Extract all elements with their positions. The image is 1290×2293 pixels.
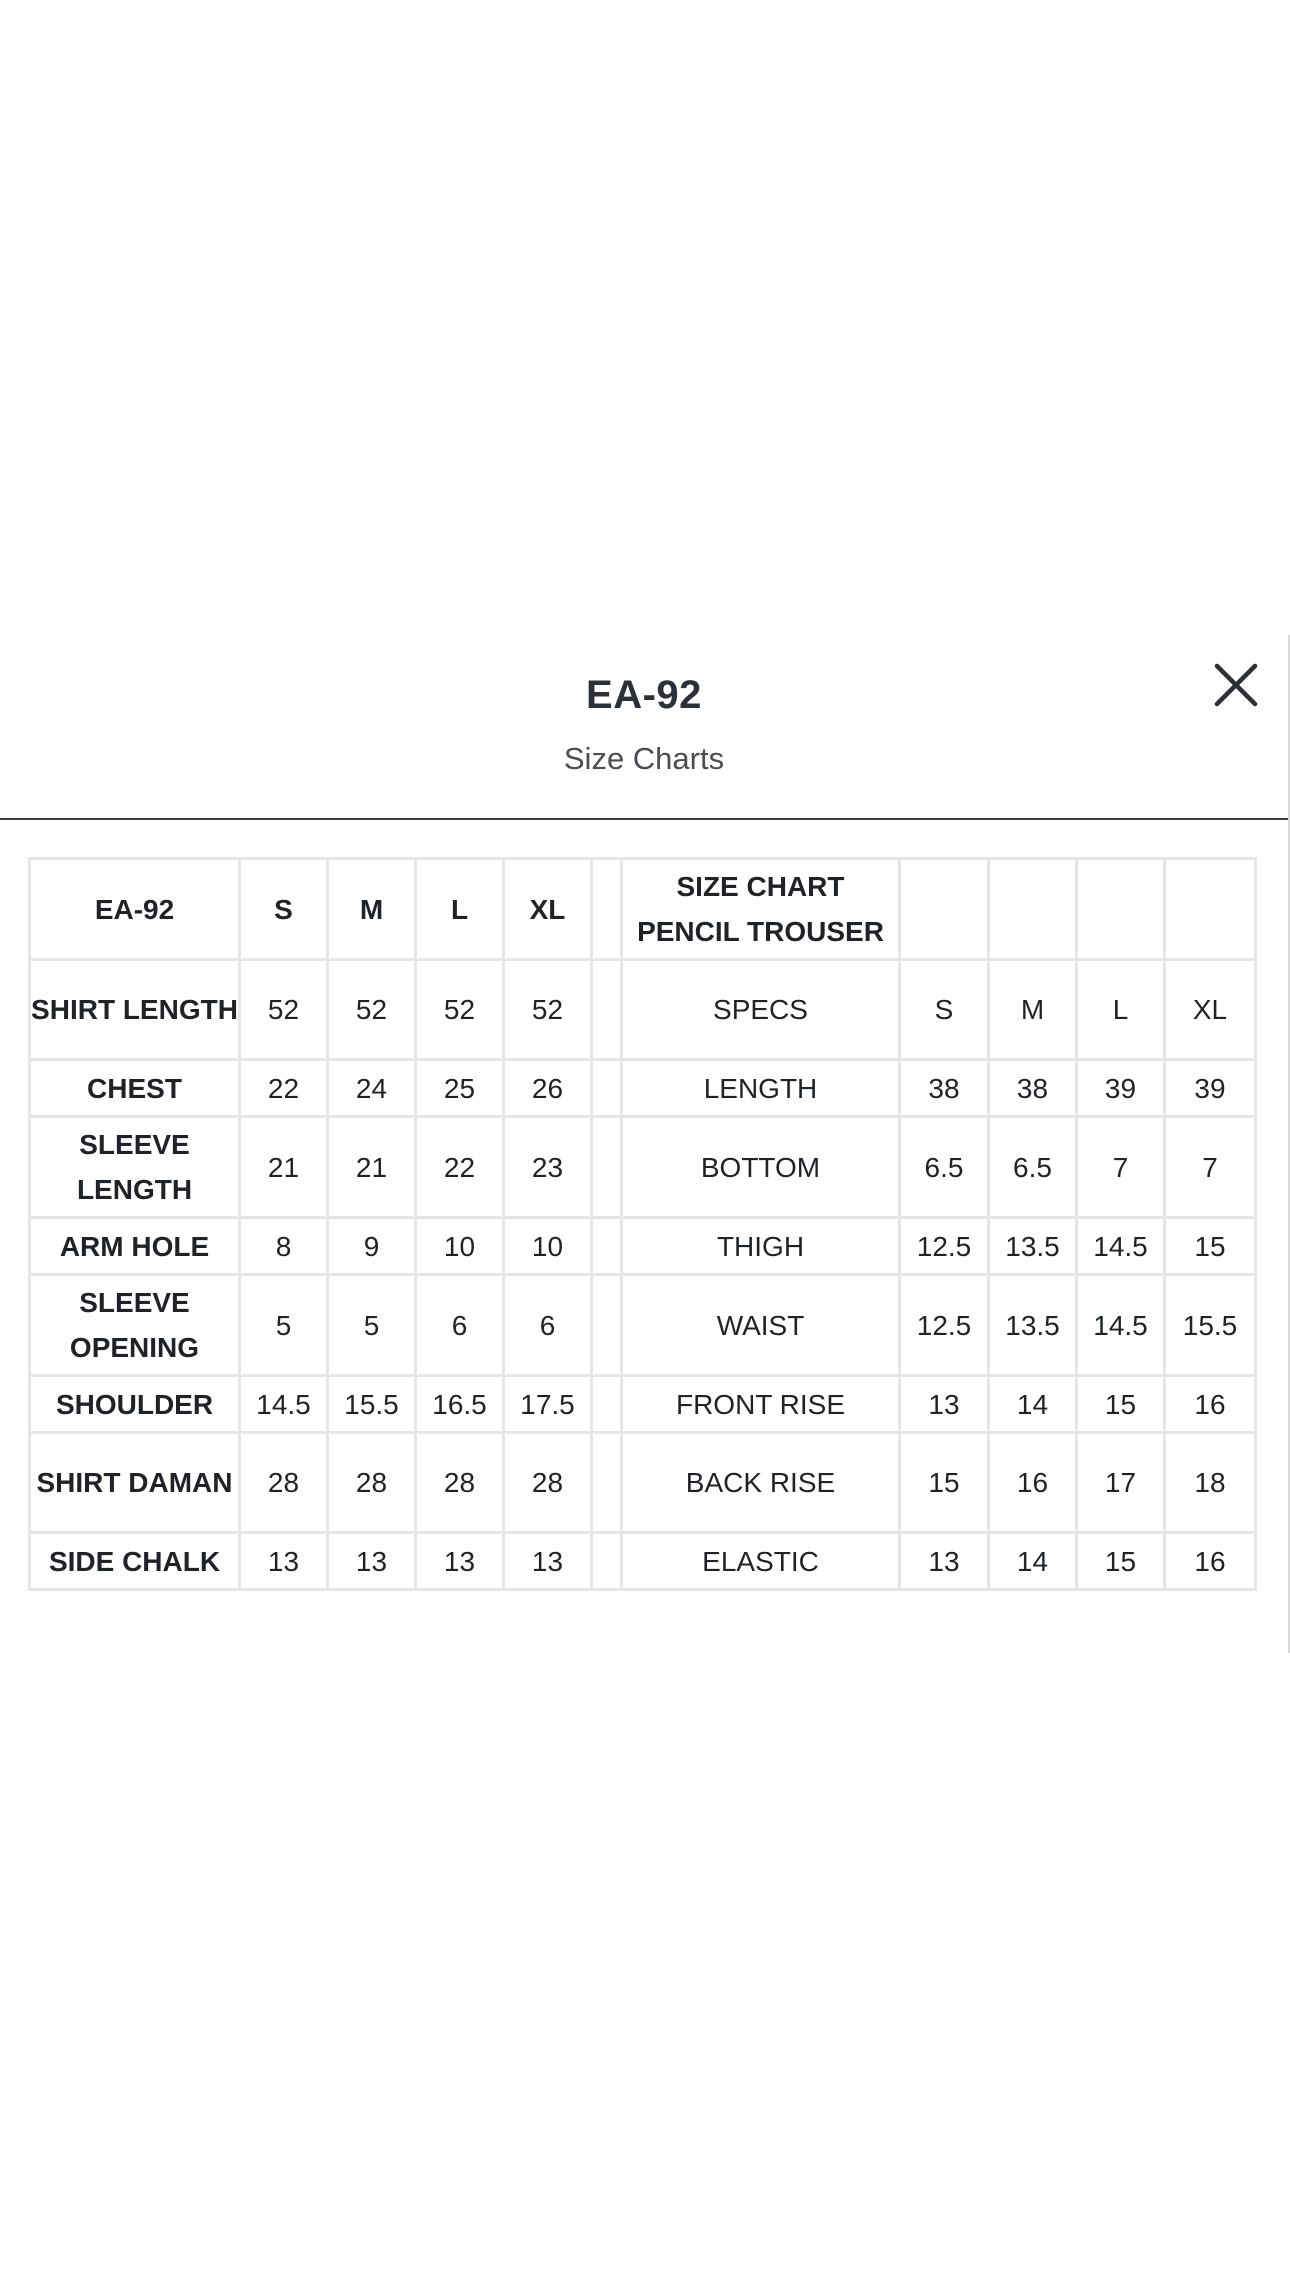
table-cell: 13 [328, 1533, 416, 1590]
table-row [30, 1376, 1256, 1433]
close-icon[interactable] [1206, 655, 1266, 715]
table-cell: BOTTOM [622, 1117, 900, 1218]
table-cell: 22 [240, 1060, 328, 1117]
table-cell: 15 [900, 1433, 989, 1533]
table-cell: ELASTIC [622, 1533, 900, 1590]
table-cell: 13.5 [989, 1275, 1077, 1376]
table-cell: XL [504, 859, 592, 960]
table-cell: 8 [240, 1218, 328, 1275]
table-cell: 15 [1077, 1376, 1165, 1433]
table-row [30, 1218, 1256, 1275]
table-cell: 17.5 [504, 1376, 592, 1433]
table-cell: 6 [504, 1275, 592, 1376]
table-cell: 28 [504, 1433, 592, 1533]
table-cell: 13 [416, 1533, 504, 1590]
table-cell: SPECS [622, 960, 900, 1060]
table-row [30, 1433, 1256, 1533]
table-cell: 22 [416, 1117, 504, 1218]
table-cell: SIZE CHART PENCIL TROUSER [622, 859, 900, 960]
table-cell: 18 [1165, 1433, 1256, 1533]
table-row [30, 1117, 1256, 1218]
table-cell: 15.5 [1165, 1275, 1256, 1376]
table-cell: 14 [989, 1533, 1077, 1590]
table-row [30, 960, 1256, 1060]
table-cell: 13 [240, 1533, 328, 1590]
table-cell: 17 [1077, 1433, 1165, 1533]
table-cell: SHIRT DAMAN [30, 1433, 240, 1533]
close-button[interactable] [1206, 655, 1266, 715]
table-cell: 39 [1165, 1060, 1256, 1117]
table-cell: 13 [900, 1376, 989, 1433]
table-cell: 6 [416, 1275, 504, 1376]
table-cell: 12.5 [900, 1218, 989, 1275]
table-cell: XL [1165, 960, 1256, 1060]
table-cell: 15 [1077, 1533, 1165, 1590]
table-cell: 39 [1077, 1060, 1165, 1117]
table-cell: BACK RISE [622, 1433, 900, 1533]
table-cell [592, 1218, 622, 1275]
table-cell [1077, 859, 1165, 960]
table-cell [592, 1117, 622, 1218]
table-cell: 21 [240, 1117, 328, 1218]
table-cell: 38 [900, 1060, 989, 1117]
table-cell: EA-92 [30, 859, 240, 960]
size-table-container [28, 857, 1254, 1591]
table-cell: 25 [416, 1060, 504, 1117]
table-cell: 24 [328, 1060, 416, 1117]
table-row [30, 859, 1256, 960]
table-cell: 23 [504, 1117, 592, 1218]
table-cell: WAIST [622, 1275, 900, 1376]
table-cell: 7 [1165, 1117, 1256, 1218]
table-cell: 52 [328, 960, 416, 1060]
table-cell: 14.5 [240, 1376, 328, 1433]
table-cell [1165, 859, 1256, 960]
table-row [30, 1275, 1256, 1376]
table-cell: 15 [1165, 1218, 1256, 1275]
table-cell: 52 [504, 960, 592, 1060]
table-cell: FRONT RISE [622, 1376, 900, 1433]
table-cell: 52 [240, 960, 328, 1060]
modal-title: EA-92 [586, 673, 702, 717]
table-cell: 14.5 [1077, 1218, 1165, 1275]
table-cell [989, 859, 1077, 960]
table-cell: S [240, 859, 328, 960]
table-cell: S [900, 960, 989, 1060]
modal-subtitle: Size Charts [563, 741, 725, 776]
table-cell: LENGTH [622, 1060, 900, 1117]
size-chart-modal [0, 635, 1290, 1653]
table-cell: L [416, 859, 504, 960]
table-cell: 28 [240, 1433, 328, 1533]
size-table [28, 857, 1257, 1591]
table-cell: 12.5 [900, 1275, 989, 1376]
table-cell [592, 1433, 622, 1533]
table-cell: M [989, 960, 1077, 1060]
table-cell: 15.5 [328, 1376, 416, 1433]
table-cell [592, 960, 622, 1060]
table-cell: SLEEVE OPENING [30, 1275, 240, 1376]
table-cell: 13 [900, 1533, 989, 1590]
table-cell [592, 1275, 622, 1376]
table-cell: 16.5 [416, 1376, 504, 1433]
table-cell [592, 1376, 622, 1433]
table-cell: 5 [328, 1275, 416, 1376]
table-cell: 14 [989, 1376, 1077, 1433]
table-cell: 28 [328, 1433, 416, 1533]
table-cell [592, 1060, 622, 1117]
table-cell: THIGH [622, 1218, 900, 1275]
table-cell: 16 [1165, 1533, 1256, 1590]
table-cell: 26 [504, 1060, 592, 1117]
table-cell: 7 [1077, 1117, 1165, 1218]
table-cell: 5 [240, 1275, 328, 1376]
table-row [30, 1060, 1256, 1117]
table-cell: 16 [1165, 1376, 1256, 1433]
table-cell: 28 [416, 1433, 504, 1533]
table-cell: 16 [989, 1433, 1077, 1533]
table-cell: 21 [328, 1117, 416, 1218]
modal-header [0, 635, 1288, 820]
table-cell [900, 859, 989, 960]
table-cell: M [328, 859, 416, 960]
table-cell: 9 [328, 1218, 416, 1275]
table-cell: SLEEVE LENGTH [30, 1117, 240, 1218]
table-cell: 52 [416, 960, 504, 1060]
table-cell: 10 [416, 1218, 504, 1275]
table-cell: 14.5 [1077, 1275, 1165, 1376]
table-cell: SIDE CHALK [30, 1533, 240, 1590]
table-cell: 38 [989, 1060, 1077, 1117]
table-cell [592, 859, 622, 960]
table-cell: 6.5 [989, 1117, 1077, 1218]
table-cell: CHEST [30, 1060, 240, 1117]
table-cell: 10 [504, 1218, 592, 1275]
table-cell: ARM HOLE [30, 1218, 240, 1275]
table-cell [592, 1533, 622, 1590]
table-cell: L [1077, 960, 1165, 1060]
table-cell: 13 [504, 1533, 592, 1590]
table-cell: SHOULDER [30, 1376, 240, 1433]
table-cell: SHIRT LENGTH [30, 960, 240, 1060]
table-cell: 6.5 [900, 1117, 989, 1218]
table-cell: 13.5 [989, 1218, 1077, 1275]
table-row [30, 1533, 1256, 1590]
background-area [0, 0, 1290, 635]
